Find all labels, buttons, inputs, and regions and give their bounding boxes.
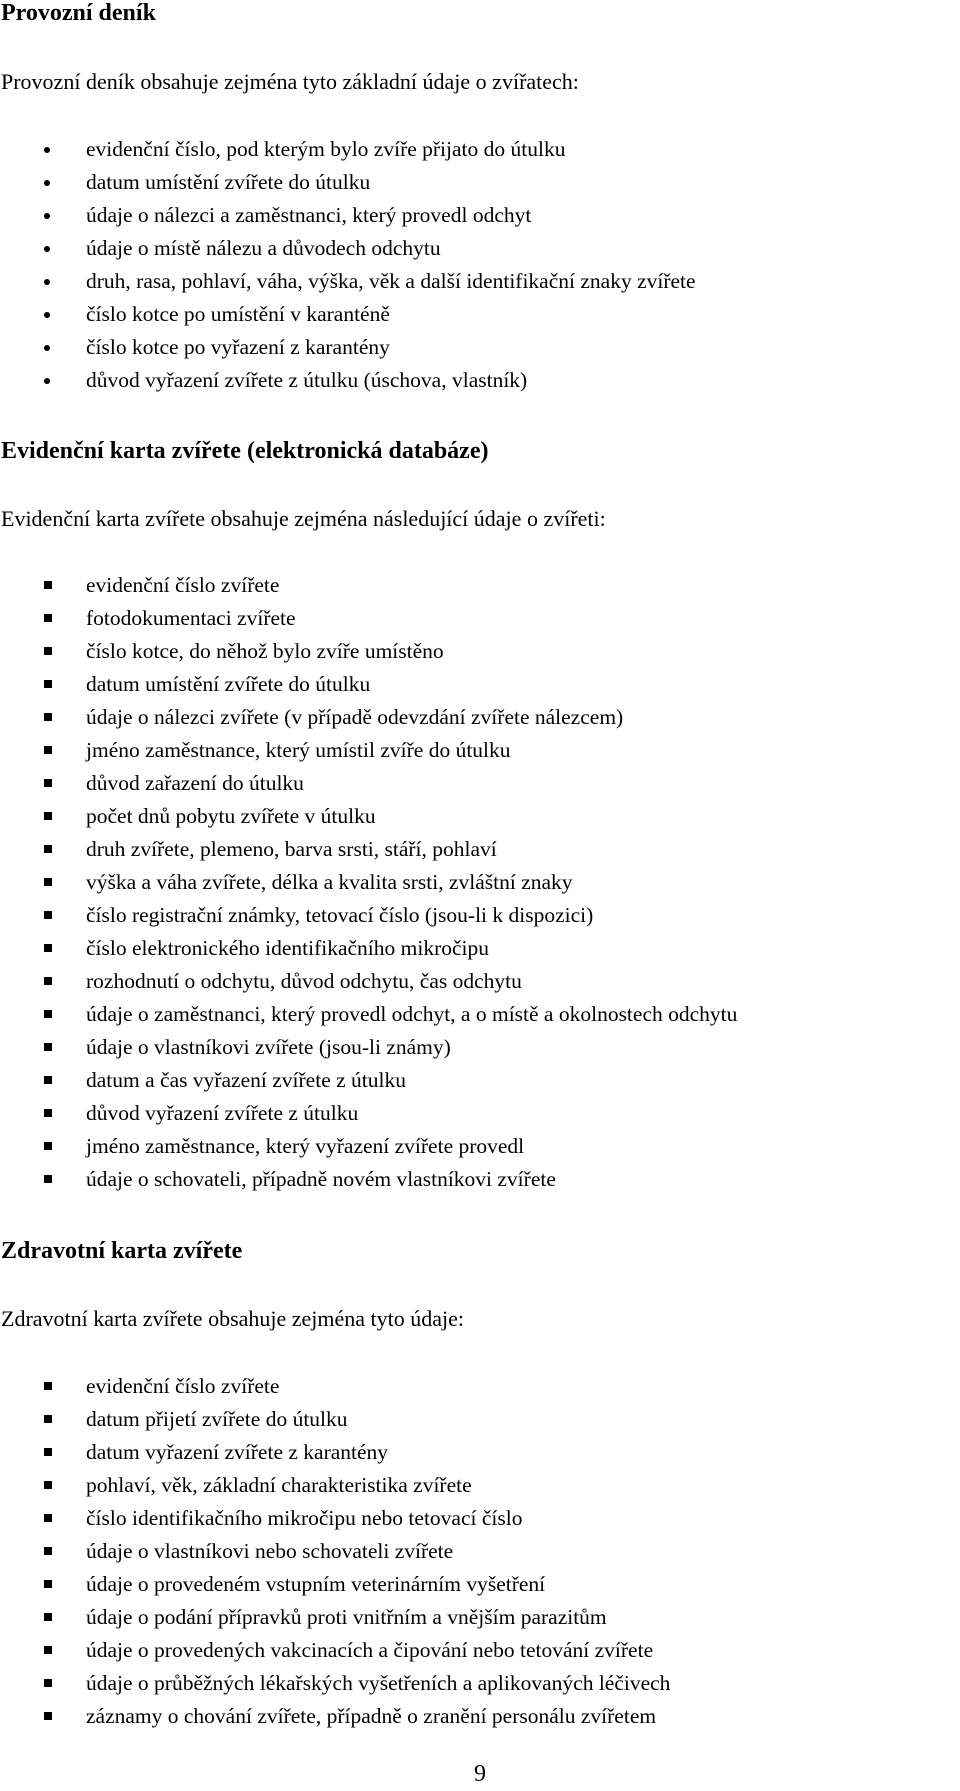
square-bullet-icon: [44, 1076, 52, 1084]
section-intro-provozni-denik: Provozní deník obsahuje zejména tyto základní údaje o zvířatech:: [1, 69, 579, 94]
list-item-text: údaje o schovateli, případně novém vlastníkovi zvířete: [86, 1167, 556, 1191]
square-bullet-icon: [44, 680, 52, 688]
round-bullet-icon: [44, 147, 50, 153]
list-item: [0, 1601, 670, 1634]
list-item-text: počet dnů pobytu zvířete v útulku: [86, 804, 376, 828]
list-item-text: rozhodnutí o odchytu, důvod odchytu, čas odchytu: [86, 969, 522, 993]
list-item-text: údaje o vlastníkovi zvířete (jsou-li známy): [86, 1035, 451, 1059]
list-item-text: údaje o průběžných lékařských vyšetřeních a aplikovaných léčivech: [86, 1671, 671, 1695]
list-item-text: číslo elektronického identifikačního mikročipu: [86, 936, 490, 960]
bullet-list-zdravotni-karta: [0, 1370, 670, 1733]
round-bullet-icon: [44, 180, 50, 186]
list-item: [0, 166, 696, 199]
square-bullet-icon: [44, 779, 52, 787]
bullet-list-evidencni-karta: [0, 569, 737, 1196]
list-item-text: evidenční číslo zvířete: [86, 1374, 280, 1398]
list-item: [0, 1436, 670, 1469]
section-heading-evidencni-karta: Evidenční karta zvířete (elektronická databáze): [1, 438, 489, 464]
list-item-text: výška a váha zvířete, délka a kvalita srsti, zvláštní znaky: [86, 870, 573, 894]
section-heading-provozni-denik: Provozní deník: [1, 0, 156, 26]
list-item: [0, 569, 737, 602]
square-bullet-icon: [44, 1679, 52, 1687]
list-item-text: údaje o podání přípravků proti vnitřním a vnějším parazitům: [86, 1605, 607, 1629]
list-item: [0, 1163, 737, 1196]
list-item: [0, 1700, 670, 1733]
list-item-text: číslo kotce po umístění v karanténě: [86, 302, 390, 326]
square-bullet-icon: [44, 647, 52, 655]
list-item-text: evidenční číslo, pod kterým bylo zvíře přijato do útulku: [86, 137, 566, 161]
square-bullet-icon: [44, 614, 52, 622]
round-bullet-icon: [44, 246, 50, 252]
list-item-text: evidenční číslo zvířete: [86, 573, 280, 597]
list-item-text: údaje o nálezci a zaměstnanci, který provedl odchyt: [86, 203, 532, 227]
square-bullet-icon: [44, 713, 52, 721]
square-bullet-icon: [44, 1175, 52, 1183]
list-item: [0, 767, 737, 800]
square-bullet-icon: [44, 1415, 52, 1423]
list-item: [0, 265, 696, 298]
list-item: [0, 331, 696, 364]
list-item: [0, 734, 737, 767]
round-bullet-icon: [44, 345, 50, 351]
square-bullet-icon: [44, 1613, 52, 1621]
list-item: [0, 1634, 670, 1667]
list-item: [0, 932, 737, 965]
square-bullet-icon: [44, 944, 52, 952]
page-number: 9: [474, 1761, 486, 1787]
square-bullet-icon: [44, 1010, 52, 1018]
square-bullet-icon: [44, 812, 52, 820]
square-bullet-icon: [44, 878, 52, 886]
list-item-text: datum umístění zvířete do útulku: [86, 672, 371, 696]
list-item-text: údaje o provedených vakcinacích a čipování nebo tetování zvířete: [86, 1638, 654, 1662]
list-item: [0, 1535, 670, 1568]
list-item-text: číslo kotce po vyřazení z karantény: [86, 335, 390, 359]
square-bullet-icon: [44, 1382, 52, 1390]
list-item: [0, 1502, 670, 1535]
list-item: [0, 602, 737, 635]
list-item-text: údaje o zaměstnanci, který provedl odchyt, a o místě a okolnostech odchytu: [86, 1002, 738, 1026]
round-bullet-icon: [44, 378, 50, 384]
list-item-text: údaje o provedeném vstupním veterinárním vyšetření: [86, 1572, 546, 1596]
square-bullet-icon: [44, 1646, 52, 1654]
list-item: [0, 298, 696, 331]
square-bullet-icon: [44, 845, 52, 853]
round-bullet-icon: [44, 213, 50, 219]
list-item: [0, 701, 737, 734]
square-bullet-icon: [44, 746, 52, 754]
list-item-text: datum vyřazení zvířete z karantény: [86, 1440, 389, 1464]
list-item-text: záznamy o chování zvířete, případně o zranění personálu zvířetem: [86, 1704, 657, 1728]
list-item: [0, 866, 737, 899]
list-item: [0, 1064, 737, 1097]
list-item: [0, 833, 737, 866]
list-item: [0, 1097, 737, 1130]
list-item: [0, 232, 696, 265]
bullet-list-provozni-denik: [0, 133, 696, 397]
square-bullet-icon: [44, 1712, 52, 1720]
list-item: [0, 1031, 737, 1064]
list-item-text: datum a čas vyřazení zvířete z útulku: [86, 1068, 406, 1092]
section-intro-evidencni-karta: Evidenční karta zvířete obsahuje zejména následující údaje o zvířeti:: [1, 506, 606, 531]
section-heading-zdravotni-karta: Zdravotní karta zvířete: [1, 1238, 243, 1264]
list-item-text: druh, rasa, pohlaví, váha, výška, věk a další identifikační znaky zvířete: [86, 269, 696, 293]
list-item-text: údaje o místě nálezu a důvodech odchytu: [86, 236, 441, 260]
square-bullet-icon: [44, 1043, 52, 1051]
list-item: [0, 133, 696, 166]
list-item: [0, 668, 737, 701]
list-item: [0, 998, 737, 1031]
list-item-text: fotodokumentaci zvířete: [86, 606, 296, 630]
list-item: [0, 1469, 670, 1502]
list-item-text: jméno zaměstnance, který umístil zvíře do útulku: [86, 738, 511, 762]
square-bullet-icon: [44, 1448, 52, 1456]
list-item-text: důvod vyřazení zvířete z útulku (úschova, vlastník): [86, 368, 528, 392]
list-item: [0, 965, 737, 998]
list-item: [0, 364, 696, 397]
round-bullet-icon: [44, 279, 50, 285]
square-bullet-icon: [44, 1109, 52, 1117]
list-item: [0, 635, 737, 668]
list-item: [0, 1403, 670, 1436]
list-item-text: důvod vyřazení zvířete z útulku: [86, 1101, 359, 1125]
list-item: [0, 1130, 737, 1163]
list-item-text: pohlaví, věk, základní charakteristika zvířete: [86, 1473, 472, 1497]
square-bullet-icon: [44, 977, 52, 985]
list-item-text: číslo kotce, do něhož bylo zvíře umístěno: [86, 639, 444, 663]
list-item-text: údaje o nálezci zvířete (v případě odevzdání zvířete nálezcem): [86, 705, 624, 729]
list-item: [0, 1568, 670, 1601]
square-bullet-icon: [44, 1481, 52, 1489]
list-item-text: číslo registrační známky, tetovací číslo (jsou-li k dispozici): [86, 903, 594, 927]
section-intro-zdravotni-karta: Zdravotní karta zvířete obsahuje zejména tyto údaje:: [1, 1306, 465, 1331]
list-item-text: důvod zařazení do útulku: [86, 771, 304, 795]
list-item: [0, 800, 737, 833]
list-item: [0, 899, 737, 932]
list-item-text: jméno zaměstnance, který vyřazení zvířete provedl: [86, 1134, 525, 1158]
list-item-text: datum přijetí zvířete do útulku: [86, 1407, 348, 1431]
square-bullet-icon: [44, 1580, 52, 1588]
list-item-text: druh zvířete, plemeno, barva srsti, stáří, pohlaví: [86, 837, 497, 861]
list-item-text: číslo identifikačního mikročipu nebo tetovací číslo: [86, 1506, 523, 1530]
list-item: [0, 1370, 670, 1403]
list-item: [0, 1667, 670, 1700]
square-bullet-icon: [44, 1547, 52, 1555]
list-item: [0, 199, 696, 232]
list-item-text: údaje o vlastníkovi nebo schovateli zvířete: [86, 1539, 454, 1563]
square-bullet-icon: [44, 911, 52, 919]
square-bullet-icon: [44, 581, 52, 589]
square-bullet-icon: [44, 1142, 52, 1150]
square-bullet-icon: [44, 1514, 52, 1522]
list-item-text: datum umístění zvířete do útulku: [86, 170, 371, 194]
round-bullet-icon: [44, 312, 50, 318]
